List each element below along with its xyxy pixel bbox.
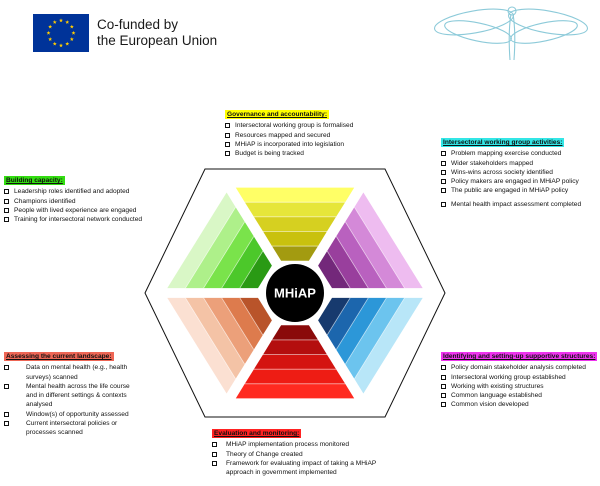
list-item: Common vision developed <box>441 400 597 409</box>
checkbox-icon <box>441 402 446 407</box>
eu-flag-icon <box>33 14 89 52</box>
checkbox-icon <box>225 133 230 138</box>
checkbox-icon <box>225 142 230 147</box>
intersectoral-title: Intersectoral working group activities: <box>443 139 563 146</box>
checkbox-icon <box>441 393 446 398</box>
checkbox-icon <box>225 123 230 128</box>
list-item: Leadership roles identified and adopted <box>4 187 142 196</box>
checkbox-icon <box>4 365 9 370</box>
segment-top-band <box>263 231 327 246</box>
checkbox-icon <box>4 384 9 389</box>
center-label: MHiAP <box>274 285 316 301</box>
list-item: MHiAP is incorporated into legislation <box>225 140 353 149</box>
evaluation-block <box>212 429 398 477</box>
list-item: Current intersectoral policies or processes scanned <box>4 419 140 438</box>
checkbox-icon <box>4 199 9 204</box>
segment-bottom-band <box>272 325 318 340</box>
list-item: Working with existing structures <box>441 382 597 391</box>
list-item: Mental health across the life course and in different settings & contexts analysed <box>4 382 140 410</box>
segment-top-band <box>236 188 354 203</box>
list-item: Policy domain stakeholder analysis completed <box>441 363 597 372</box>
list-item: Window(s) of opportunity assessed <box>4 410 140 419</box>
checkbox-icon <box>4 217 9 222</box>
assessing-title: Assessing the current landscape: <box>6 353 112 360</box>
identifying-title: Identifying and setting-up supportive structures: <box>443 353 596 360</box>
checkbox-icon <box>441 188 446 193</box>
list-item: Intersectoral working group established <box>441 373 597 382</box>
checkbox-icon <box>441 375 446 380</box>
list-item: Wins-wins across society identified <box>441 168 581 177</box>
checkbox-icon <box>441 384 446 389</box>
eu-cofunded-text <box>97 17 217 49</box>
list-item: Policy makers are engaged in MHiAP policy <box>441 177 581 186</box>
segment-bottom-band <box>245 369 345 384</box>
intersectoral-block <box>441 138 581 209</box>
list-item: People with lived experience are engaged <box>4 206 142 215</box>
dragonfly-logo-icon <box>428 2 596 62</box>
assessing-block <box>4 352 140 438</box>
checkbox-icon <box>4 412 9 417</box>
checkbox-icon <box>441 365 446 370</box>
list-item: Theory of Change created <box>212 450 398 459</box>
identifying-block <box>441 352 597 410</box>
checkbox-icon <box>4 421 9 426</box>
checkbox-icon <box>4 189 9 194</box>
list-item: Training for intersectoral network conducted <box>4 215 142 224</box>
eu-line-2: the European Union <box>97 33 218 48</box>
checkbox-icon <box>225 151 230 156</box>
checkbox-icon <box>441 170 446 175</box>
segment-bottom-band <box>263 340 327 355</box>
mhiap-hexagon-diagram <box>140 164 450 422</box>
eu-line-1: Co-funded by <box>97 17 179 32</box>
checkbox-icon <box>441 151 446 156</box>
checkbox-icon <box>212 442 217 447</box>
list-item: Mental health impact assessment completed <box>441 200 581 209</box>
building-title: Building capacity: <box>6 177 63 184</box>
list-item: Problem mapping exercise conducted <box>441 149 581 158</box>
dragonfly-strokes <box>433 4 590 60</box>
list-item: Framework for evaluating impact of taking a MHiAP approach in government implemented <box>212 459 398 478</box>
list-item: Common language established <box>441 391 597 400</box>
checkbox-icon <box>4 208 9 213</box>
list-item: Data on mental health (e.g., health surveys) scanned <box>4 363 140 382</box>
building-capacity-block <box>4 176 142 224</box>
list-item: Wider stakeholders mapped <box>441 159 581 168</box>
governance-title: Governance and accountability: <box>227 111 328 118</box>
checkbox-icon <box>441 202 446 207</box>
segment-top-band <box>272 246 318 261</box>
list-item: MHiAP implementation process monitored <box>212 440 398 449</box>
checkbox-icon <box>212 461 217 466</box>
list-item: The public are engaged in MHiAP policy <box>441 186 581 195</box>
segment-bottom-band <box>254 355 336 370</box>
list-item: Intersectoral working group is formalised <box>225 121 353 130</box>
list-item: Budget is being tracked <box>225 149 353 158</box>
list-item: Champions identified <box>4 197 142 206</box>
checkbox-icon <box>441 179 446 184</box>
list-item: Resources mapped and secured <box>225 131 353 140</box>
governance-block <box>225 110 353 158</box>
segment-top-band <box>245 202 345 217</box>
checkbox-icon <box>441 161 446 166</box>
segment-top-band <box>254 217 336 232</box>
segment-bottom-band <box>236 384 354 399</box>
evaluation-title: Evaluation and monitoring: <box>214 430 300 437</box>
checkbox-icon <box>212 452 217 457</box>
